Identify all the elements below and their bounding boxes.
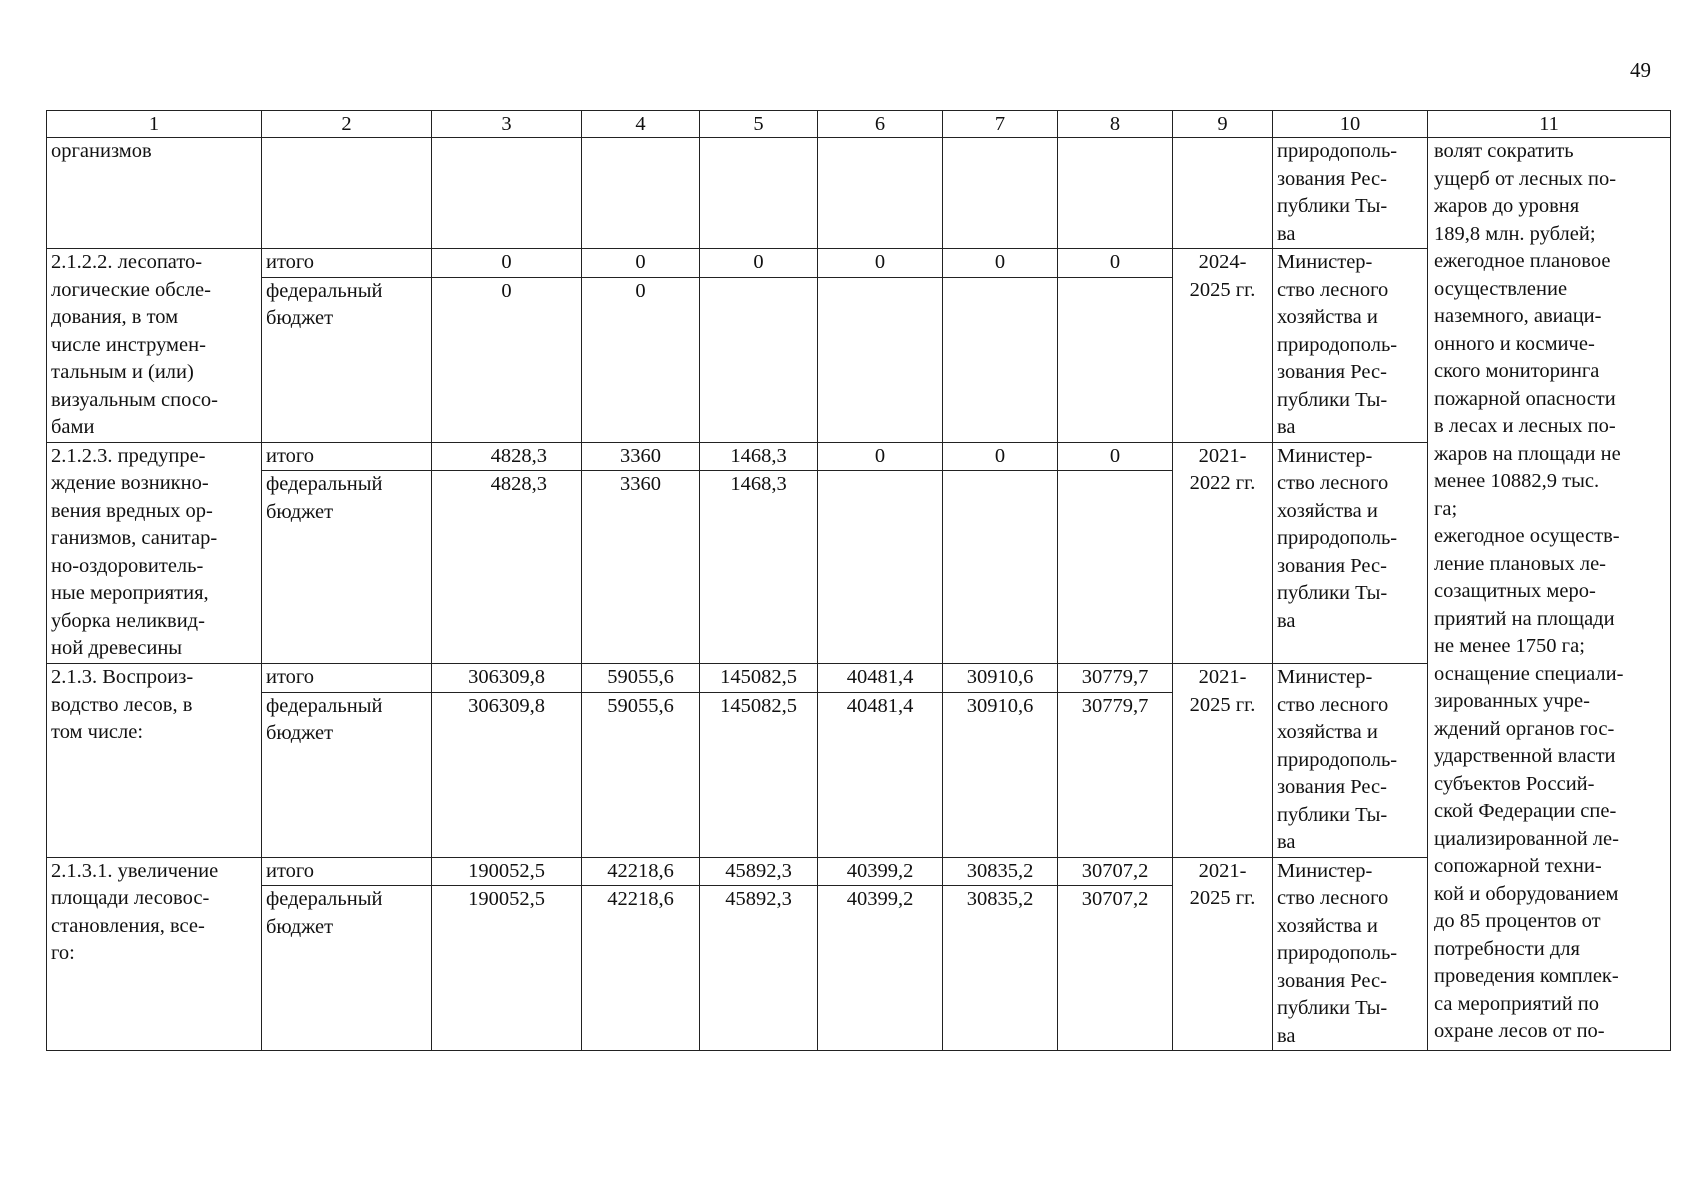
expected-results-cell: волят сократить ущерб от лесных по- жаров до уровня 189,8 млн. рублей; ежегодное плановое осуществление наземного, авиаци- онного и космиче- ского мониторинга пожарной опасности в лесах и лесных по- жаров на площади не менее 10882,9 тыс. га; ежегодное осуществ- ление плановых ле- созащитных меро- приятий на площади не менее 1750 га; оснащение специали- зированных учре- ждений органов гос- ударственной власти субъектов Россий- ской Федерации спе- циализированной ле- сопожарной техни- кой и оборудованием до 85 процентов от потребности для проведения комплек- са мероприятий по охране лесов от по- <box>1428 138 1671 1051</box>
table-row <box>47 664 1671 693</box>
value-cell: 306309,8 <box>432 692 582 857</box>
empty-cell <box>432 138 582 249</box>
value-cell: 190052,5 <box>432 886 582 1051</box>
total-label: итого <box>262 442 432 471</box>
value-cell: 59055,6 <box>582 664 700 693</box>
page-number: 49 <box>1630 58 1651 82</box>
row-name: организмов <box>47 138 262 249</box>
value-cell: 145082,5 <box>700 664 818 693</box>
fed-label: федеральный бюджет <box>262 692 432 857</box>
value-cell: 306309,8 <box>432 664 582 693</box>
value-cell: 1468,3 <box>700 471 818 664</box>
value-cell: 4828,3 <box>432 471 582 664</box>
value-cell: 42218,6 <box>582 886 700 1051</box>
executor-cell: Министер- ство лесного хозяйства и природополь- зования Рес- публики Ты- ва <box>1273 857 1428 1051</box>
value-cell: 30707,2 <box>1058 857 1173 886</box>
header-col-5: 5 <box>700 111 818 138</box>
value-cell <box>943 471 1058 664</box>
empty-cell <box>818 138 943 249</box>
period-cell: 2021- 2025 гг. <box>1173 857 1273 1051</box>
value-cell <box>818 277 943 442</box>
header-col-1: 1 <box>47 111 262 138</box>
header-col-2: 2 <box>262 111 432 138</box>
value-cell: 0 <box>432 277 582 442</box>
value-cell: 0 <box>432 249 582 278</box>
value-cell <box>1058 471 1173 664</box>
row-name: 2.1.3. Воспроиз- водство лесов, в том числе: <box>47 664 262 858</box>
value-cell: 0 <box>818 442 943 471</box>
value-cell: 30910,6 <box>943 664 1058 693</box>
value-cell: 0 <box>818 249 943 278</box>
value-cell <box>943 277 1058 442</box>
value-cell <box>1058 277 1173 442</box>
value-cell: 40481,4 <box>818 664 943 693</box>
fed-label: федеральный бюджет <box>262 886 432 1051</box>
value-cell: 0 <box>1058 442 1173 471</box>
value-cell: 40399,2 <box>818 857 943 886</box>
value-cell: 0 <box>582 277 700 442</box>
value-cell: 30707,2 <box>1058 886 1173 1051</box>
value-cell: 30779,7 <box>1058 664 1173 693</box>
header-col-4: 4 <box>582 111 700 138</box>
value-cell: 0 <box>582 249 700 278</box>
value-cell: 45892,3 <box>700 886 818 1051</box>
value-cell: 30835,2 <box>943 886 1058 1051</box>
fed-label: федеральный бюджет <box>262 277 432 442</box>
row-name: 2.1.2.2. лесопато- логические обсле- дования, в том числе инструмен- тальным и (или) визуальным спосо- бами <box>47 249 262 443</box>
empty-cell <box>943 138 1058 249</box>
table-row <box>47 442 1671 471</box>
period-cell: 2021- 2025 гг. <box>1173 664 1273 858</box>
executor-cell: Министер- ство лесного хозяйства и природополь- зования Рес- публики Ты- ва <box>1273 442 1428 664</box>
total-label: итого <box>262 857 432 886</box>
total-label: итого <box>262 664 432 693</box>
header-col-10: 10 <box>1273 111 1428 138</box>
executor-cell: Министер- ство лесного хозяйства и природополь- зования Рес- публики Ты- ва <box>1273 249 1428 443</box>
value-cell: 40481,4 <box>818 692 943 857</box>
program-table <box>46 110 1671 1051</box>
row-name: 2.1.3.1. увеличение площади лесовос- становления, все- го: <box>47 857 262 1051</box>
period-cell: 2024- 2025 гг. <box>1173 249 1273 443</box>
value-cell: 30835,2 <box>943 857 1058 886</box>
empty-cell <box>262 138 432 249</box>
row-name: 2.1.2.3. предупре- ждение возникно- вения вредных ор- ганизмов, санитар- но-оздоровитель- ные мероприятия, уборка неликвид- ной древесины <box>47 442 262 664</box>
header-col-3: 3 <box>432 111 582 138</box>
value-cell: 40399,2 <box>818 886 943 1051</box>
value-cell <box>700 277 818 442</box>
total-label: итого <box>262 249 432 278</box>
value-cell: 30910,6 <box>943 692 1058 857</box>
value-cell: 190052,5 <box>432 857 582 886</box>
header-col-9: 9 <box>1173 111 1273 138</box>
executor-cell: природополь- зования Рес- публики Ты- ва <box>1273 138 1428 249</box>
value-cell: 145082,5 <box>700 692 818 857</box>
fed-label: федеральный бюджет <box>262 471 432 664</box>
value-cell: 30779,7 <box>1058 692 1173 857</box>
value-cell: 42218,6 <box>582 857 700 886</box>
empty-cell <box>582 138 700 249</box>
empty-cell <box>1058 138 1173 249</box>
header-col-7: 7 <box>943 111 1058 138</box>
value-cell: 0 <box>1058 249 1173 278</box>
value-cell: 0 <box>943 442 1058 471</box>
value-cell: 1468,3 <box>700 442 818 471</box>
value-cell: 4828,3 <box>432 442 582 471</box>
header-row <box>47 111 1671 138</box>
value-cell <box>818 471 943 664</box>
value-cell: 59055,6 <box>582 692 700 857</box>
value-cell: 0 <box>943 249 1058 278</box>
table-row <box>47 249 1671 278</box>
header-col-8: 8 <box>1058 111 1173 138</box>
value-cell: 45892,3 <box>700 857 818 886</box>
executor-cell: Министер- ство лесного хозяйства и природополь- зования Рес- публики Ты- ва <box>1273 664 1428 858</box>
empty-cell <box>700 138 818 249</box>
header-col-11: 11 <box>1428 111 1671 138</box>
table-row <box>47 857 1671 886</box>
header-col-6: 6 <box>818 111 943 138</box>
empty-cell <box>1173 138 1273 249</box>
value-cell: 3360 <box>582 471 700 664</box>
value-cell: 0 <box>700 249 818 278</box>
value-cell: 3360 <box>582 442 700 471</box>
table-row <box>47 138 1671 249</box>
period-cell: 2021- 2022 гг. <box>1173 442 1273 664</box>
